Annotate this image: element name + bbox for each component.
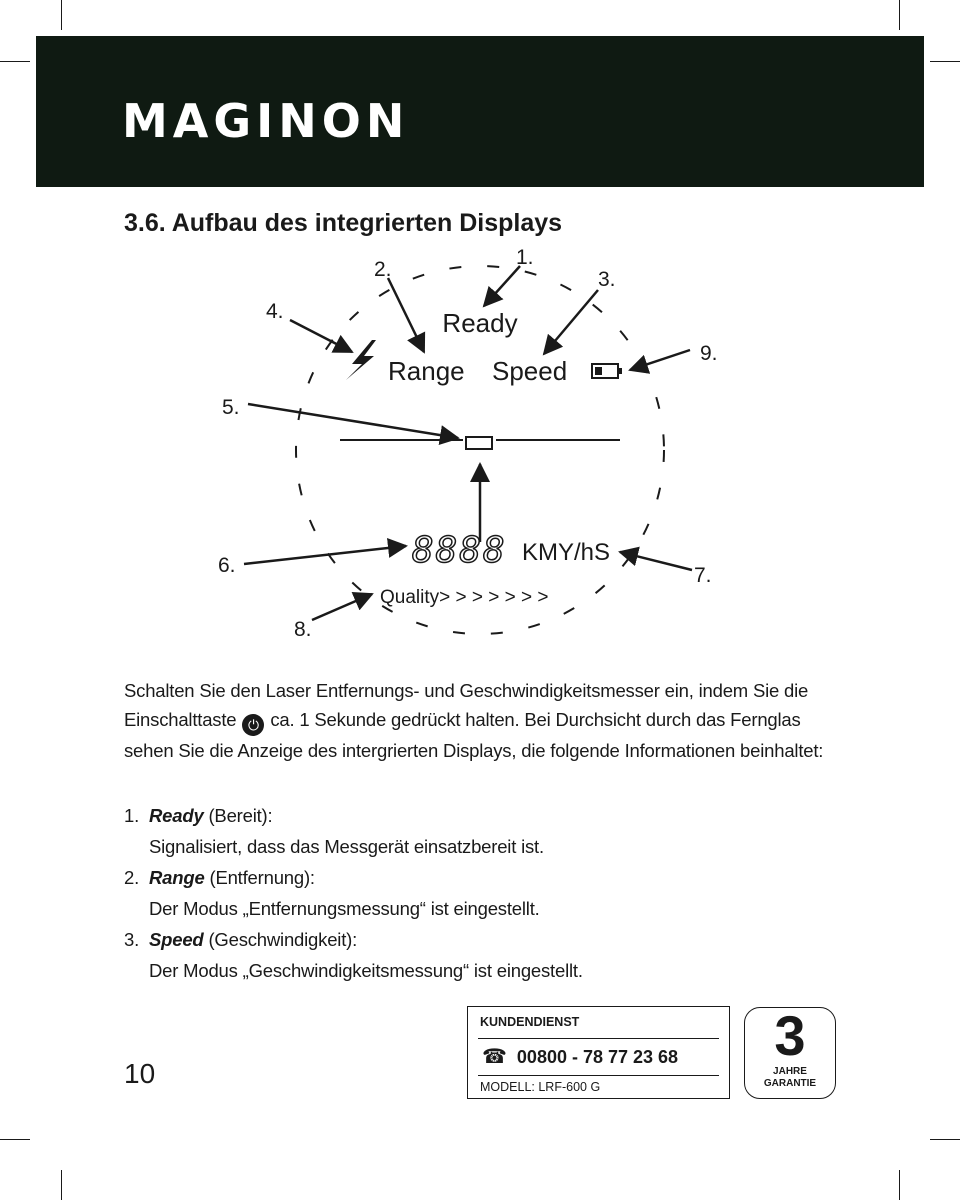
display-units: KMY/hS — [522, 539, 611, 566]
warranty-badge — [744, 1004, 836, 1099]
list-item-description: Der Modus „Entfernungsmessung“ ist eingestellt. — [149, 898, 540, 919]
callout-arrow-8 — [312, 594, 372, 620]
list-item-number: 2. — [124, 867, 140, 888]
crop-mark — [899, 0, 900, 30]
crop-mark — [930, 61, 960, 62]
callout-arrow-5 — [248, 404, 458, 438]
section-title: 3.6. Aufbau des integrierten Displays — [124, 209, 563, 237]
divider — [478, 1038, 719, 1039]
service-title: KUNDENDIENST — [480, 1015, 580, 1029]
callout-arrow-2 — [388, 278, 424, 352]
list-item-paren: (Geschwindigkeit): — [203, 929, 358, 950]
callout-7: 7. — [694, 564, 712, 587]
callout-arrow-9 — [630, 350, 690, 370]
callout-3: 3. — [598, 268, 616, 291]
phone-icon: ☎ — [482, 1046, 507, 1068]
callout-1: 1. — [516, 246, 534, 269]
brand-logo: MAGINON — [122, 94, 410, 148]
list-item-number: 1. — [124, 805, 140, 826]
callout-arrow-1 — [484, 266, 520, 306]
battery-icon — [592, 364, 622, 378]
callout-arrow-3 — [544, 290, 598, 354]
callout-9: 9. — [700, 342, 718, 365]
crop-mark — [0, 1139, 30, 1140]
power-button-icon: ⏻ — [242, 714, 264, 736]
warranty-number: 3 — [774, 1004, 806, 1067]
divider — [478, 1075, 719, 1076]
list-item — [124, 862, 824, 924]
crop-mark — [61, 1170, 62, 1200]
brand-header — [36, 36, 924, 187]
service-phone — [482, 1044, 678, 1069]
lightning-icon — [346, 340, 376, 380]
display-digits: 8888 — [412, 530, 507, 571]
crop-mark — [0, 61, 30, 62]
list-item-description: Signalisiert, dass das Messgerät einsatzbereit ist. — [149, 836, 544, 857]
warranty-line-2: GARANTIE — [763, 1078, 817, 1089]
feature-list — [124, 800, 824, 986]
display-diagram — [200, 240, 760, 660]
callout-arrow-4 — [290, 320, 352, 352]
intro-text-part1: Schalten Sie den Laser Entfernungs- und Geschwindigkeitsmesser ein, indem Sie die Einschalttaste — [124, 680, 809, 730]
list-item — [124, 800, 824, 862]
list-item-paren: (Bereit): — [203, 805, 273, 826]
list-item-number: 3. — [124, 929, 140, 950]
warranty-line-1: JAHRE — [773, 1066, 807, 1077]
callout-arrow-6 — [244, 546, 406, 564]
list-item-term: Ready — [149, 805, 204, 826]
list-item-description: Der Modus „Geschwindigkeitsmessung“ ist eingestellt. — [149, 960, 583, 981]
list-item — [124, 924, 824, 986]
callout-5: 5. — [222, 396, 240, 419]
list-item-paren: (Entfernung): — [204, 867, 315, 888]
intro-paragraph — [124, 676, 824, 765]
display-quality: Quality> > > > > > > — [380, 587, 549, 608]
intro-text-part2: ca. 1 Sekunde gedrückt halten. Bei Durchsicht durch das Fernglas sehen Sie die Anzeige des intergrierten Displays, die folgende Informationen beinhaltet: — [124, 709, 824, 761]
page-number: 10 — [124, 1058, 156, 1089]
callout-arrow-7 — [620, 552, 692, 570]
list-item-term: Range — [149, 867, 205, 888]
crop-mark — [899, 1170, 900, 1200]
callout-2: 2. — [374, 258, 392, 281]
model-label: MODELL: LRF-600 G — [480, 1080, 601, 1094]
display-speed: Speed — [492, 356, 568, 386]
target-box — [466, 437, 492, 449]
callout-8: 8. — [294, 618, 312, 641]
display-ready: Ready — [442, 308, 518, 338]
crop-mark — [61, 0, 62, 30]
callout-4: 4. — [266, 300, 284, 323]
callout-6: 6. — [218, 554, 236, 577]
customer-service-box — [467, 1006, 730, 1099]
list-item-term: Speed — [149, 929, 204, 950]
crop-mark — [930, 1139, 960, 1140]
phone-number: 00800 - 78 77 23 68 — [516, 1047, 679, 1067]
display-range: Range — [388, 356, 465, 386]
